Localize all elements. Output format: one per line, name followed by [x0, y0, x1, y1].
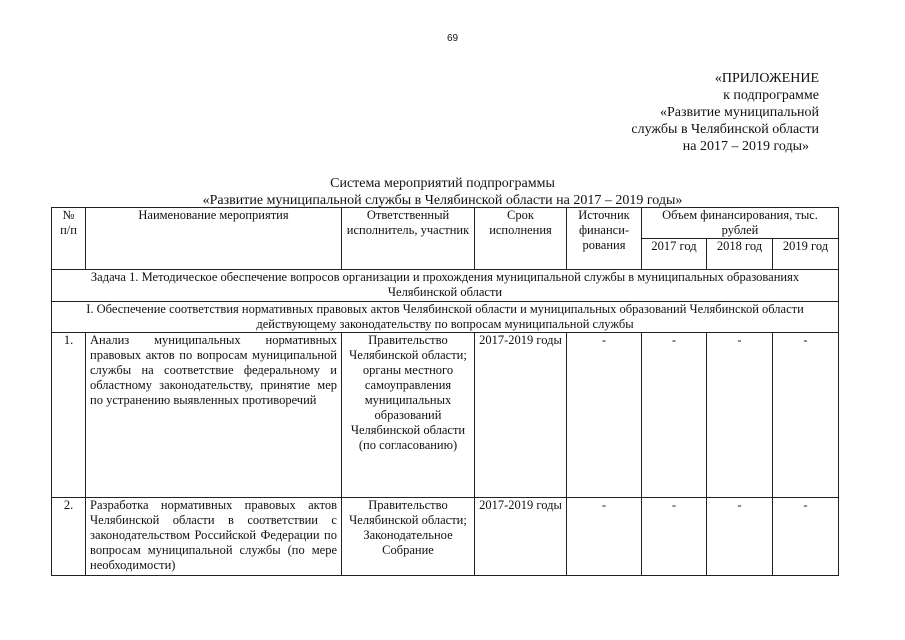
section-row: I. Обеспечение соответствия нормативных правовых актов Челябинской области и муниципальных образований Челябинской области действующему законодательству по вопросам муниципальной службы — [52, 302, 839, 333]
header-source: Источник финанси-рования — [567, 208, 642, 270]
task-row: Задача 1. Методическое обеспечение вопросов организации и прохождения муниципальной службы в муниципальных образованиях Челябинской области — [52, 270, 839, 302]
row-name: Анализ муниципальных нормативных правовых актов по вопросам муниципальной службы на соответствие федеральному и областному законодательству, принятие мер по устранению выявленных противоречий — [86, 333, 342, 498]
header-term: Срок исполнения — [475, 208, 567, 270]
table-row — [52, 498, 839, 576]
row-source: - — [567, 498, 642, 576]
header-name: Наименование мероприятия — [86, 208, 342, 270]
document-title — [0, 175, 885, 209]
appendix-block — [631, 70, 819, 155]
row-2019: - — [773, 333, 839, 498]
header-funding: Объем финансирования, тыс. рублей — [642, 208, 839, 239]
header-responsible: Ответственный исполнитель, участник — [342, 208, 475, 270]
header-year-2018: 2018 год — [707, 239, 773, 270]
appendix-line: службы в Челябинской области — [631, 122, 819, 137]
row-term: 2017-2019 годы — [475, 333, 567, 498]
appendix-line: «ПРИЛОЖЕНИЕ — [714, 71, 819, 86]
header-year-2017: 2017 год — [642, 239, 707, 270]
table-row — [52, 333, 839, 498]
row-name: Разработка нормативных правовых актов Челябинской области в соответствии с законодательством Российской Федерации по вопросам муниципальной службы (по мере необходимости) — [86, 498, 342, 576]
row-2019: - — [773, 498, 839, 576]
row-source: - — [567, 333, 642, 498]
row-2017: - — [642, 498, 707, 576]
page-number: 69 — [446, 33, 459, 44]
row-2018: - — [707, 333, 773, 498]
row-num: 2. — [52, 498, 86, 576]
title-line-1: Система мероприятий подпрограммы — [330, 176, 555, 191]
title-line-2: «Развитие муниципальной службы в Челябинской области на 2017 – 2019 годы» — [202, 193, 683, 208]
row-responsible: Правительство Челябинской области; Законодательное Собрание — [342, 498, 475, 576]
appendix-line: «Развитие муниципальной — [660, 105, 819, 120]
row-num: 1. — [52, 333, 86, 498]
header-year-2019: 2019 год — [773, 239, 839, 270]
appendix-line: на 2017 – 2019 годы» — [682, 139, 809, 154]
appendix-line: к подпрограмме — [723, 88, 819, 103]
row-responsible: Правительство Челябинской области; органы местного самоуправления муниципальных образований Челябинской области (по согласованию) — [342, 333, 475, 498]
row-term: 2017-2019 годы — [475, 498, 567, 576]
measures-table — [51, 207, 839, 576]
row-2018: - — [707, 498, 773, 576]
header-num: № п/п — [52, 208, 86, 270]
row-2017: - — [642, 333, 707, 498]
